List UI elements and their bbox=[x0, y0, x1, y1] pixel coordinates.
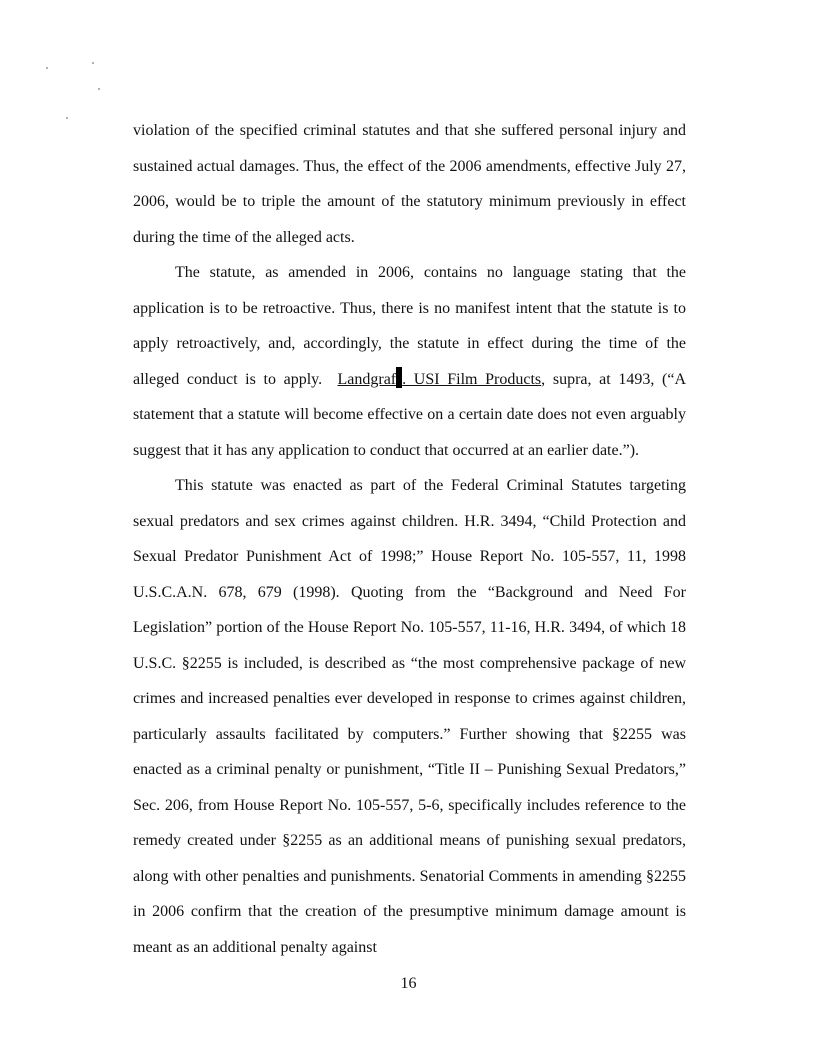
case-citation-part-2: . USI Film Products bbox=[402, 370, 542, 388]
paragraph-2-text: The statute, as amended in 2006, contains no language stating that the application is to be retroactive. Thus, there is no manifest intent that the statute is to apply retroactively, and, accordingly, the statute in effect during the time of the alleged conduct is to apply. bbox=[133, 264, 686, 388]
paragraph-2-continuation: , supra, at 1493, (“A statement that a statute will become effective on a certain date does not even arguably suggest that it has any application to conduct that occurred at an earlier date.”). bbox=[133, 370, 687, 459]
scan-speck bbox=[98, 88, 100, 90]
paragraph-2 bbox=[133, 255, 686, 468]
scan-speck bbox=[92, 62, 94, 64]
page-number: 16 bbox=[400, 975, 417, 992]
scan-speck bbox=[66, 117, 68, 119]
body-text bbox=[133, 113, 686, 965]
case-citation-part-1: Landgraf bbox=[337, 370, 397, 388]
paragraph-1: violation of the specified criminal statutes and that she suffered personal injury and sustained actual damages. Thus, the effect of the 2006 amendments, effective July 27, 2006, would be to triple the amount of the statutory minimum previously in effect during the time of the alleged acts. bbox=[133, 122, 686, 246]
case-citation bbox=[338, 371, 542, 388]
paragraph-3: This statute was enacted as part of the Federal Criminal Statutes targeting sexual predators and sex crimes against children. H.R. 3494, “Child Protection and Sexual Predator Punishment Act of 1998;” House Report No. 105-557, 11, 1998 U.S.C.A.N. 678, 679 (1998). Quoting from the “Background and Need For Legislation” portion of the House Report No. 105-557, 11-16, H.R. 3494, of which 18 U.S.C. §2255 is included, is described as “the most comprehensive package of new crimes and increased penalties ever developed in response to crimes against children, particularly assaults facilitated by computers.” Further showing that §2255 was enacted as a criminal penalty or punishment, “Title II – Punishing Sexual Predators,” Sec. 206, from House Report No. 105-557, 5-6, specifically includes reference to the remedy created under §2255 as an additional means of punishing sexual predators, along with other penalties and punishments. Senatorial Comments in amending §2255 in 2006 confirm that the creation of the presumptive minimum damage amount is meant as an additional penalty against bbox=[133, 477, 686, 956]
scan-speck bbox=[46, 67, 48, 69]
